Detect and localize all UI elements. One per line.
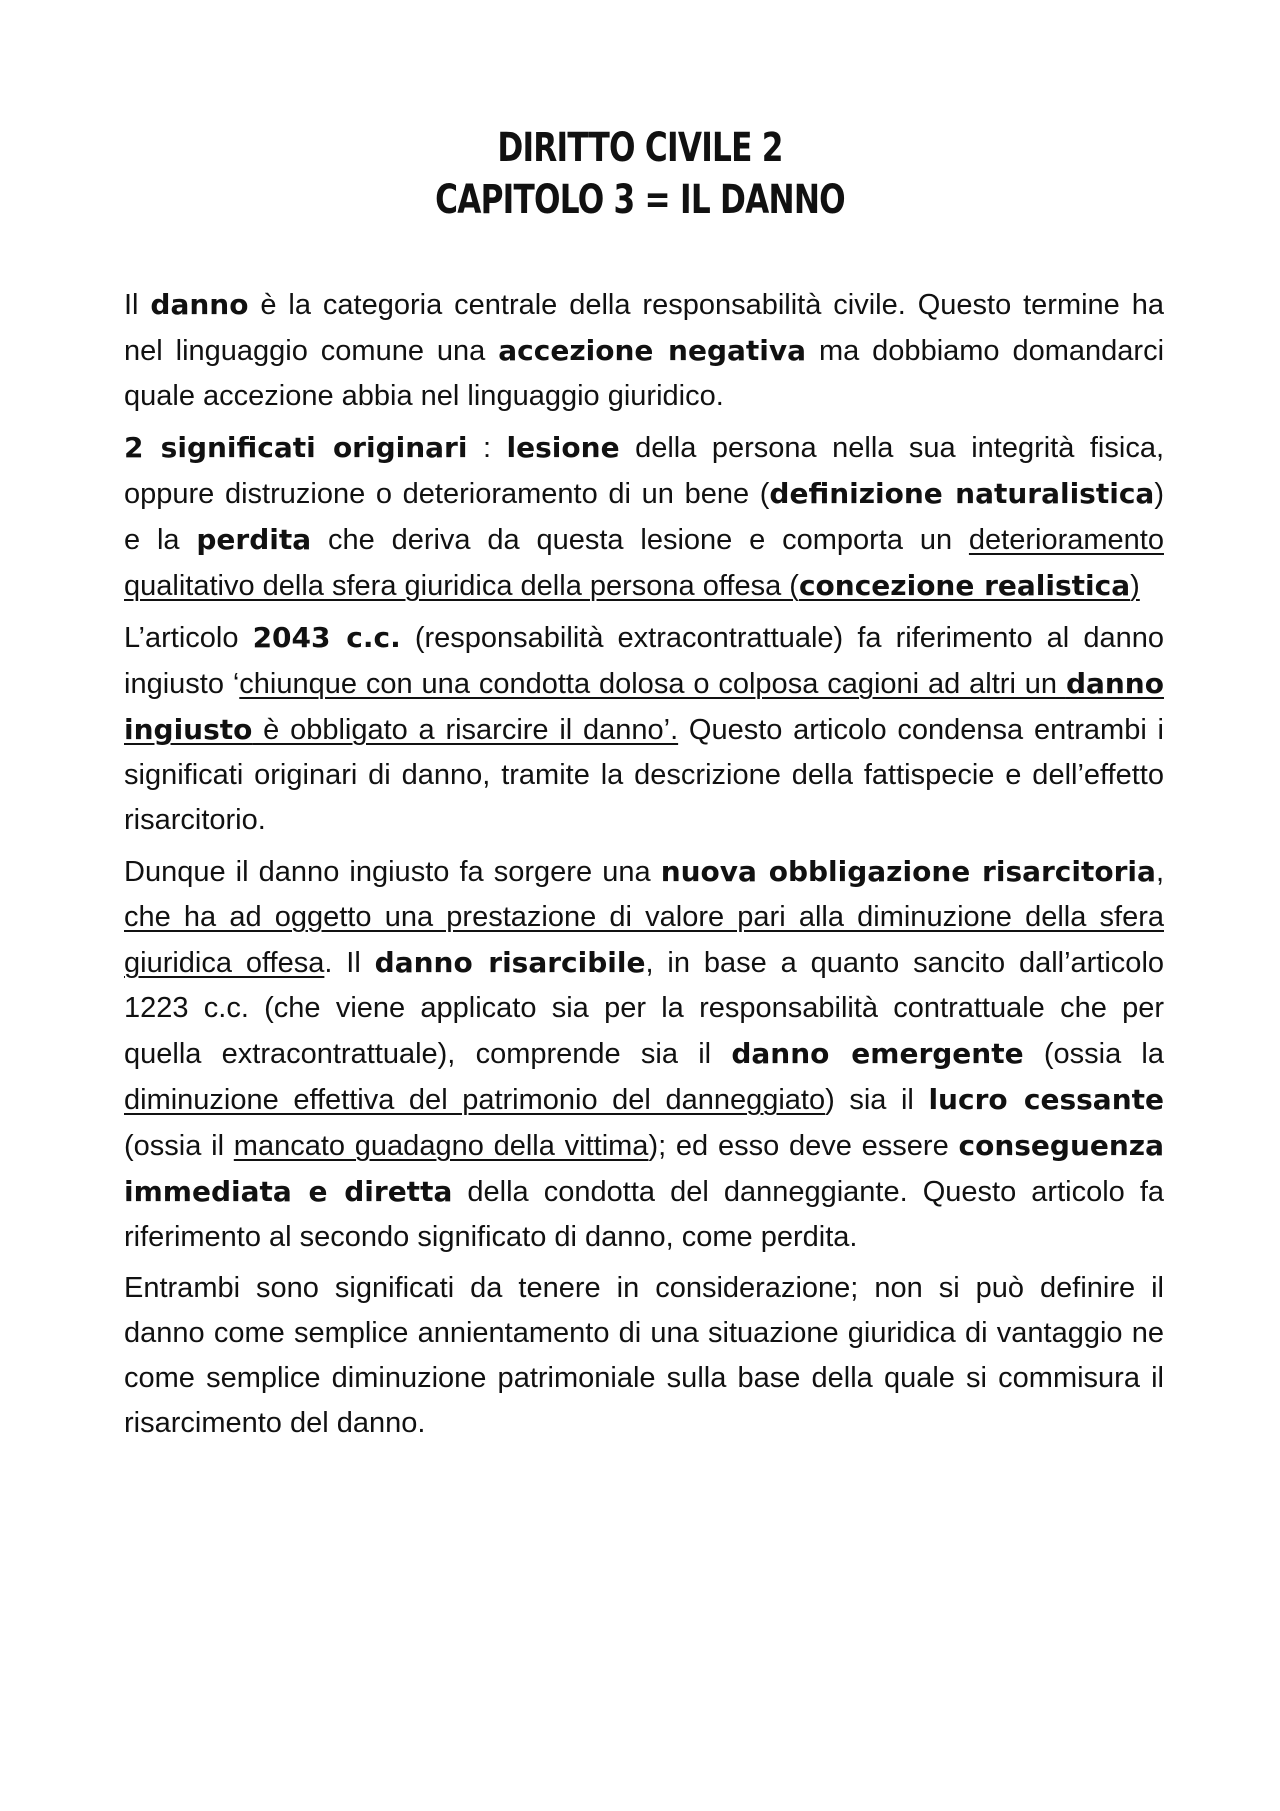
paragraph-original-meanings [124,425,1164,609]
underlined-text: che ha ad oggetto una prestazione di valore pari alla diminuzione della sfera giuridica offesa [124,901,1164,979]
text-run: Entrambi sono significati da tenere in considerazione; non si può definire il danno come semplice annientamento di una situazione giuridica di vantaggio ne come semplice diminuzione patrimoniale sulla base della quale si commisura il risarcimento del danno. [124,1272,1164,1439]
text-run: che deriva da questa lesione e comporta un [311,524,969,556]
bold-term: perdita [196,523,312,556]
text-run: (responsabilità extracontrattuale) fa riferimento al danno ingiusto ‘ [124,622,1164,700]
underlined-text: deterioramento qualitativo della sfera giuridica della persona offesa ( [124,524,1164,602]
bold-term: nuova obbligazione risarcitoria [660,855,1156,888]
text-run: L’articolo [124,622,253,654]
text-run: è la categoria centrale della responsabilità civile. Questo termine ha nel linguaggio comune una [124,289,1164,367]
underlined-text: è obbligato a risarcire il danno’. [252,714,679,746]
text-run: Dunque il danno ingiusto fa sorgere una [124,856,661,888]
text-run: (ossia il [124,1130,234,1162]
text-run: ) sia il [825,1084,929,1116]
text-run: ); ed esso deve essere [648,1130,959,1162]
text-run: . Il [324,947,375,979]
text-run: , [1155,856,1164,888]
underlined-text: chiunque con una condotta dolosa o colposa cagioni ad altri un [239,668,1066,700]
document-body [124,282,1164,1452]
text-run: Questo articolo condensa entrambi i significati originari di danno, tramite la descrizione della fattispecie e dell’effetto risarcitorio. [124,714,1164,836]
underlined-text: ) [1130,570,1140,602]
bold-term: concezione realistica [798,569,1131,602]
paragraph-risarcimento [124,849,1164,1260]
paragraph-conclusion [124,1266,1164,1446]
paragraph-article-2043 [124,615,1164,843]
text-run: ma dobbiamo domandarci quale accezione abbia nel linguaggio giuridico. [124,335,1165,412]
text-run: ) e la [124,478,1164,556]
text-run: della condotta del danneggiante. Questo articolo fa riferimento al secondo significato di danno, come perdita. [124,1176,1165,1253]
bold-term: danno [150,288,249,321]
text-run: , in base a quanto sancito dall’articolo 1223 c.c. (che viene applicato sia per la responsabilità contrattuale che per quella extracontrattuale), comprende sia il [124,947,1165,1070]
bold-term: 2 significati originari [124,431,468,464]
document-title [141,122,1139,226]
text-run: : [467,432,507,464]
text-run: della persona nella sua integrità fisica, oppure distruzione o deterioramento di un bene ( [124,432,1165,510]
title-line-chapter: CAPITOLO 3 = IL DANNO [435,177,845,223]
bold-term: lucro cessante [928,1083,1164,1116]
bold-term: danno risarcibile [374,946,646,979]
bold-term: definizione naturalistica [769,477,1155,510]
bold-term: lesione [506,431,620,464]
underlined-bold-wrapper [799,570,1130,602]
title-line-course: DIRITTO CIVILE 2 [497,125,783,171]
underlined-text: mancato guadagno della vittima [233,1130,649,1162]
bold-term: accezione negativa [498,334,807,367]
bold-term: conseguenza immediata e diretta [124,1129,1164,1208]
underlined-text: diminuzione effettiva del patrimonio del danneggiato [124,1084,826,1116]
bold-term: danno emergente [731,1037,1024,1070]
paragraph-definition [124,282,1164,419]
text-run: Il [124,289,151,321]
text-run: (ossia la [1023,1038,1164,1070]
bold-term: danno ingiusto [124,667,1164,746]
bold-term: 2043 c.c. [252,621,401,654]
